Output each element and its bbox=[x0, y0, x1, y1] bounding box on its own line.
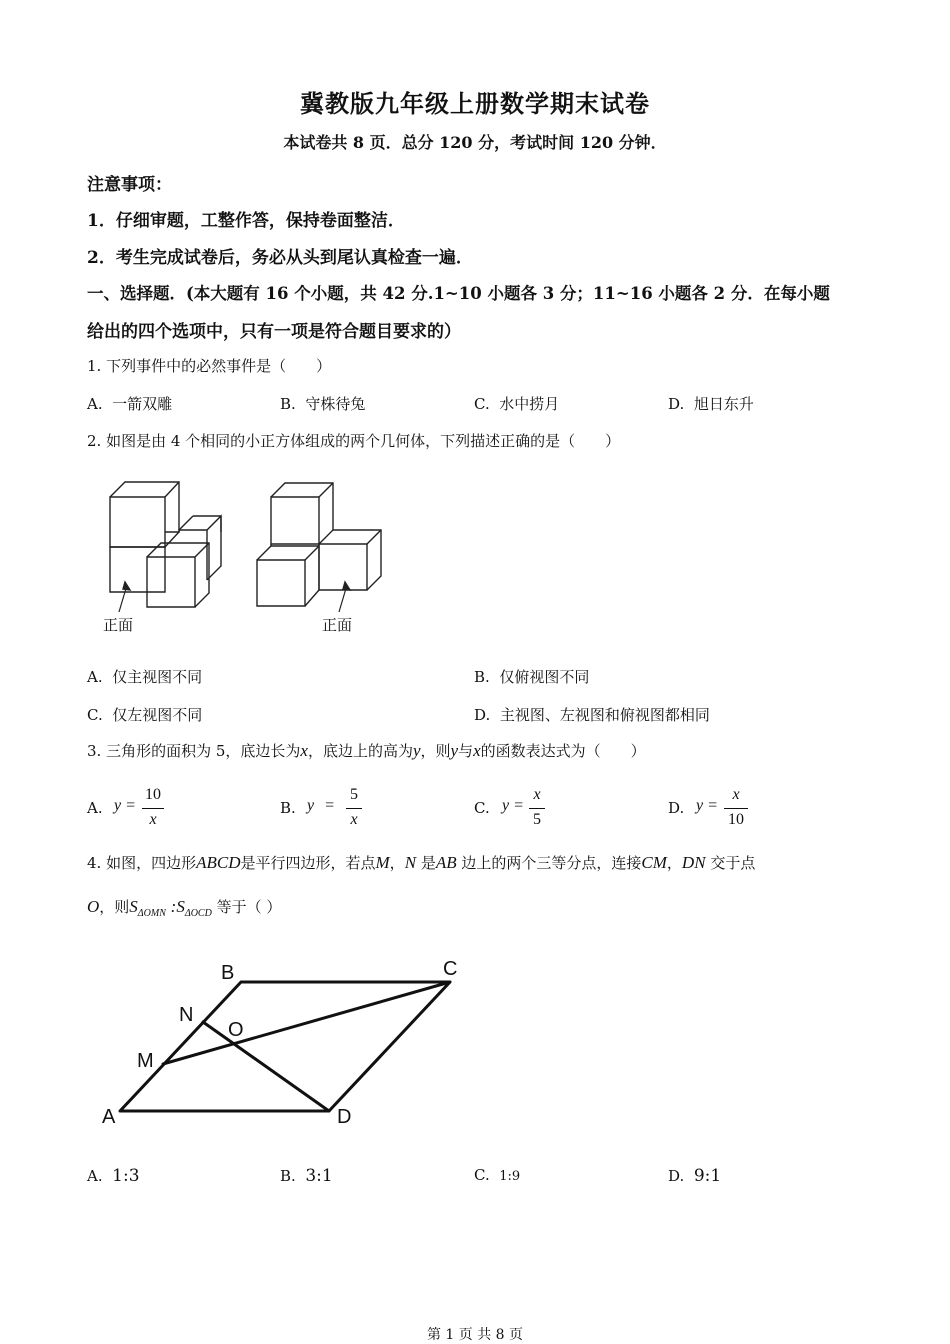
q1-option-a: A. 一箭双雕 bbox=[87, 395, 173, 413]
section1-heading-line2: 给出的四个选项中，只有一项是符合题目要求的） bbox=[87, 322, 461, 342]
q4-option-c: C. 1:9 bbox=[474, 1166, 521, 1184]
label-b: B bbox=[221, 962, 235, 984]
q2-cube-figures bbox=[95, 470, 395, 640]
q3-option-c-fraction: x 5 bbox=[529, 786, 545, 832]
notice-item-1: 1．仔细审题，工整作答，保持卷面整洁． bbox=[87, 211, 405, 231]
q3-option-c-letter: C. bbox=[474, 799, 490, 817]
q4-option-d: D. 9:1 bbox=[668, 1166, 722, 1186]
q4-option-a: A. 1:3 bbox=[87, 1166, 140, 1186]
q3-option-d-letter: D. bbox=[668, 799, 685, 817]
q2-option-d: D. 主视图、左视图和俯视图都相同 bbox=[474, 706, 710, 724]
label-a: A bbox=[102, 1106, 116, 1128]
section1-heading-line1: 一、选择题．(本大题有 16 个小题，共 42 分.1~10 小题各 3 分；11~16 小题各 2 分．在每小题 bbox=[87, 284, 830, 303]
left-solid bbox=[110, 482, 221, 612]
exam-subtitle: 本试卷共 8 页．总分 120 分，考试时间 120 分钟． bbox=[283, 133, 667, 152]
label-n: N bbox=[179, 1004, 194, 1026]
q3-option-b-fraction: 5 x bbox=[346, 786, 362, 832]
q4-parallelogram-figure bbox=[95, 955, 475, 1135]
q2-option-c: C. 仅左视图不同 bbox=[87, 706, 203, 724]
q3-option-b-lhs: y = bbox=[307, 797, 335, 814]
q1-option-d: D. 旭日东升 bbox=[668, 395, 754, 413]
front-label-left: 正面 bbox=[103, 617, 134, 634]
exam-title: 冀教版九年级上册数学期末试卷 bbox=[300, 89, 650, 118]
q1-stem: 1. 下列事件中的必然事件是（ ） bbox=[87, 357, 332, 375]
q2-option-a: A. 仅主视图不同 bbox=[87, 668, 203, 686]
q1-option-c: C. 水中捞月 bbox=[474, 395, 560, 413]
notice-item-2: 2．考生完成试卷后，务必从头到尾认真检查一遍． bbox=[87, 248, 473, 268]
q3-option-b-letter: B. bbox=[280, 799, 296, 817]
label-d: D bbox=[337, 1106, 352, 1128]
label-c: C bbox=[443, 958, 458, 980]
q3-option-a-lhs: y = bbox=[114, 797, 136, 814]
q3-option-a-fraction: 10 x bbox=[142, 786, 164, 832]
front-label-right: 正面 bbox=[322, 617, 353, 634]
q3-option-d-fraction: x 10 bbox=[724, 786, 748, 832]
q3-option-c-lhs: y = bbox=[502, 797, 524, 814]
label-o: O bbox=[228, 1019, 244, 1041]
q2-stem: 2. 如图是由 4 个相同的小正方体组成的两个几何体，下列描述正确的是（ ） bbox=[87, 432, 621, 450]
page-footer: 第 1 页 共 8 页 bbox=[426, 1327, 524, 1343]
q4-stem-line1: 4. 如图，四边形ABCD是平行四边形，若点M，N 是AB 边上的两个三等分点，连接CM，DN 交于点 bbox=[87, 853, 756, 872]
q3-option-a-letter: A. bbox=[87, 799, 103, 817]
notice-heading: 注意事项： bbox=[87, 175, 172, 195]
q2-option-b: B. 仅俯视图不同 bbox=[474, 668, 590, 686]
q4-stem-line2: O，则$S_{\Delta OMN}$ $:S_{\Delta OCD}$ 等于（ ） bbox=[87, 897, 282, 919]
q3-option-d-lhs: y = bbox=[696, 797, 718, 814]
q4-option-b: B. 3:1 bbox=[280, 1166, 333, 1186]
parallelogram-abcd bbox=[120, 982, 450, 1111]
q3-stem: 3. 三角形的面积为 5，底边长为x，底边上的高为y，则y与x的函数表达式为（ ） bbox=[87, 741, 646, 760]
q1-option-b: B. 守株待兔 bbox=[280, 395, 366, 413]
label-m: M bbox=[137, 1050, 154, 1072]
right-solid bbox=[257, 483, 381, 612]
